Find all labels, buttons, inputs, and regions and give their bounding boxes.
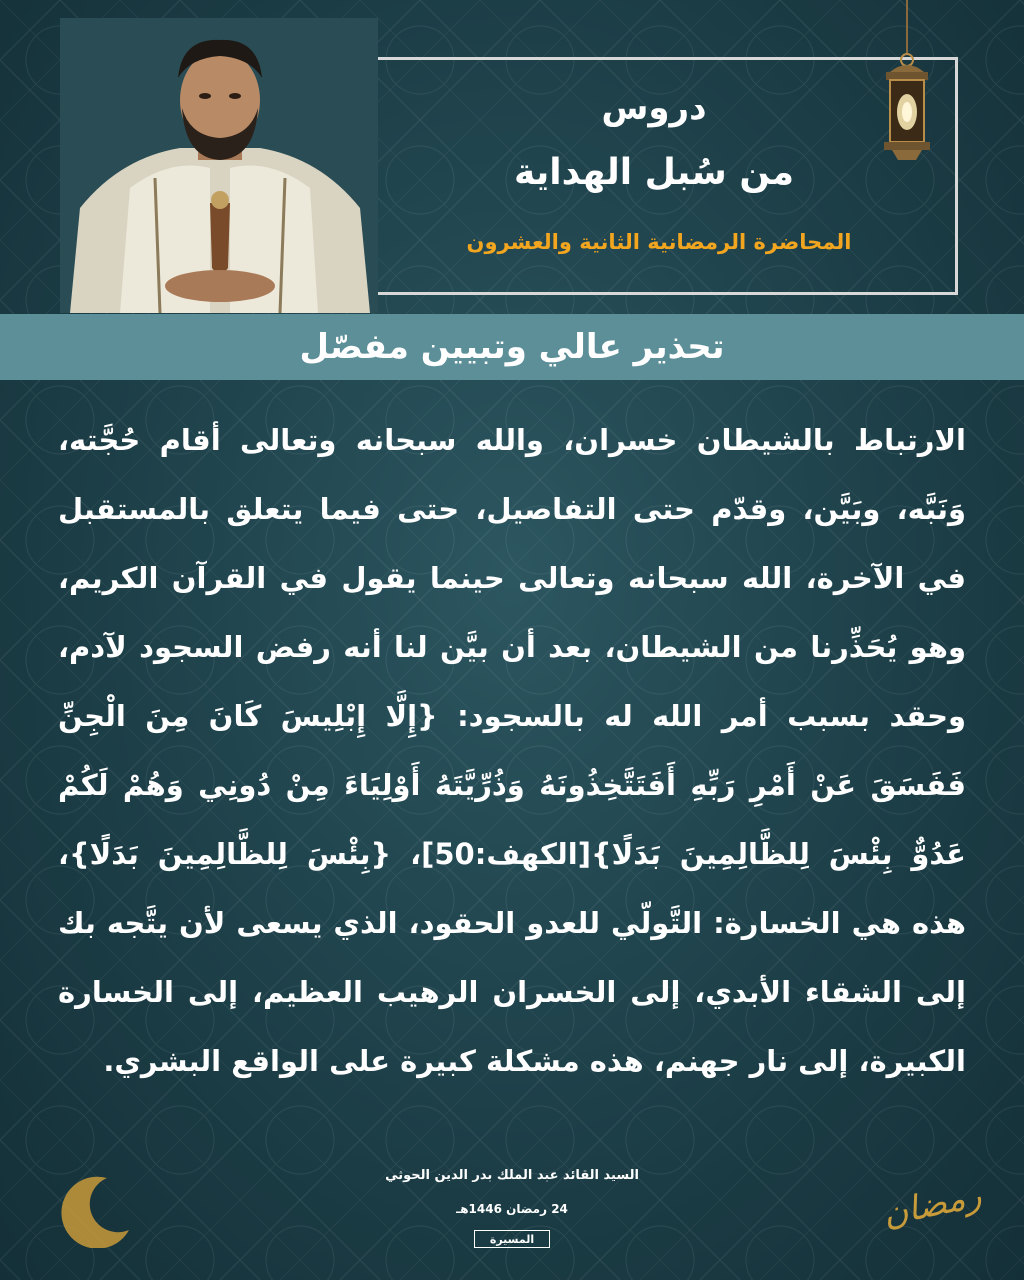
lecture-date: 24 رمضان 1446هـ xyxy=(456,1202,568,1216)
outlet-logo xyxy=(474,1230,550,1248)
crescent-moon-icon xyxy=(55,1172,135,1248)
section-banner xyxy=(0,314,1024,380)
lecture-number: المحاضرة الرمضانية الثانية والعشرون xyxy=(466,230,852,254)
speaker-name: السيد القائد عبد الملك بدر الدين الحوثي xyxy=(385,1168,639,1183)
lecture-text: الارتباط بالشيطان خسران، والله سبحانه وتعالى أقام حُجَّته، وَنَبَّه، وبَيَّن، وقدّم حتى التفاصيل، حتى فيما يتعلق بالمستقبل في الآخرة، الله سبحانه وتعالى حينما يقول في القرآن الكريم، وهو يُحَذِّرنا من الشيطان، بعد أن بيَّن لنا أنه رفض السجود لآدم، وحقد بسبب أمر الله له بالسجود: {إِلَّا إِبْلِيسَ كَانَ مِنَ الْجِنِّ فَفَسَقَ عَنْ أَمْرِ رَبِّهِ أَفَتَتَّخِذُونَهُ وَذُرِّيَّتَهُ أَوْلِيَاءَ مِنْ دُونِي وَهُمْ لَكُمْ عَدُوٌّ بِئْسَ لِلظَّالِمِينَ بَدَلًا}[الكهف:50]، {بِئْسَ لِلظَّالِمِينَ بَدَلًا}، هذه هي الخسارة: التَّولّي للعدو الحقود، الذي يسعى لأن يتَّجه بك إلى الشقاء الأبدي، إلى الخسران الرهيب العظيم، إلى الخسارة الكبيرة، إلى نار جهنم، هذه مشكلة كبيرة على الواقع البشري. xyxy=(58,423,966,1078)
outlet-logo-text: المسيرة xyxy=(489,1232,535,1246)
title-line-1: دروس xyxy=(601,88,707,128)
title-line-2: من سُبل الهداية xyxy=(513,152,795,193)
portrait-photo xyxy=(60,18,378,313)
lantern-icon xyxy=(872,0,942,168)
banner-title: تحذير عالي وتبيين مفصّل xyxy=(299,327,725,367)
ramadan-logo-text: رمضان xyxy=(879,1175,985,1235)
